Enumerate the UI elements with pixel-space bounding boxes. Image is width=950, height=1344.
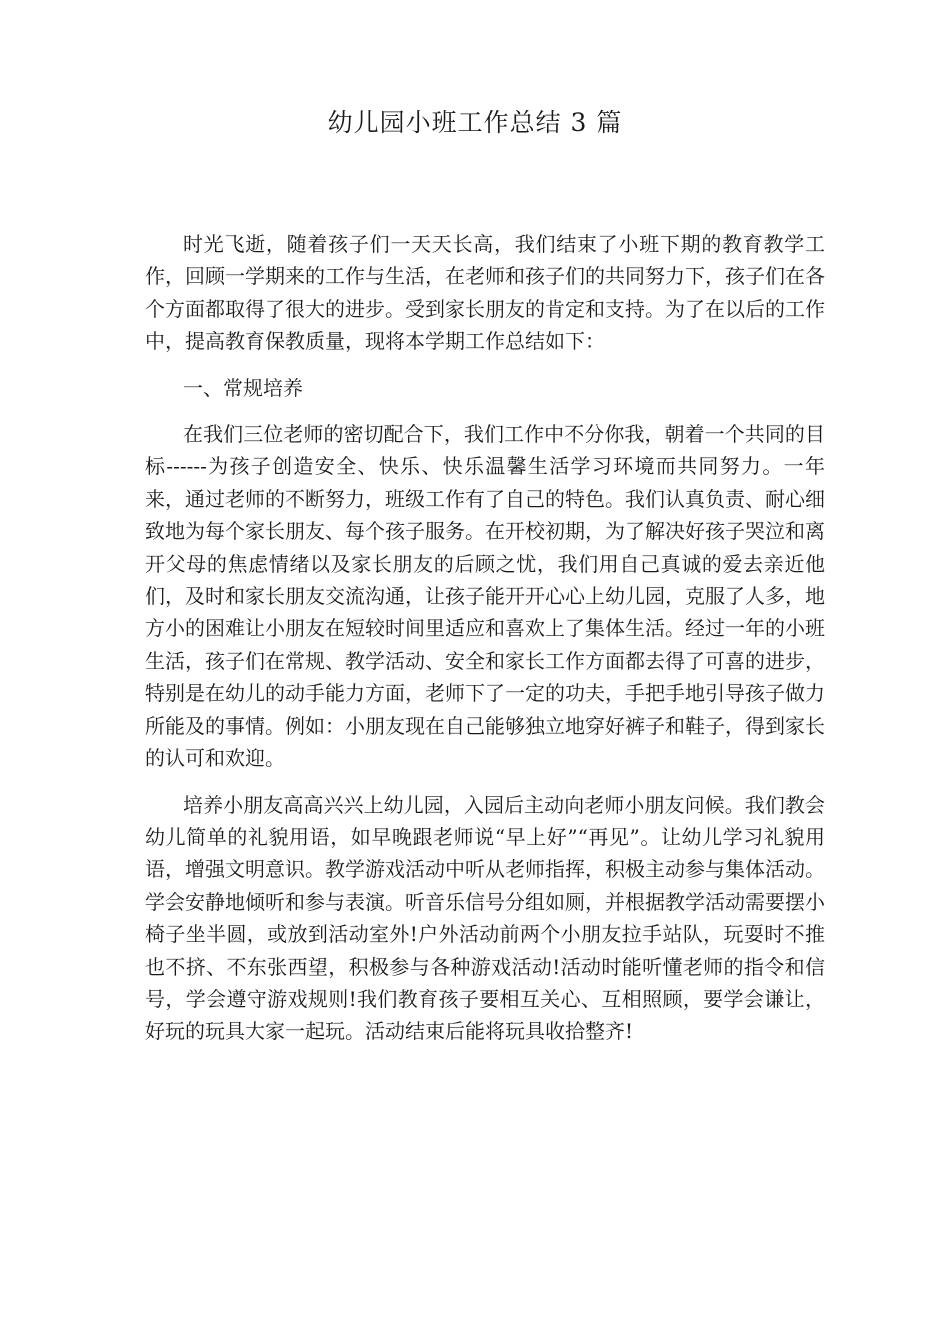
body-paragraph: 培养小朋友高高兴兴上幼儿园，入园后主动向老师小朋友问候。我们教会幼儿简单的礼貌用语，如早晚跟老师说“早上好”“再见”。让幼儿学习礼貌用语，增强文明意识。教学游戏活动中听从老师指挥，积极主动参与集体活动。学会安静地倾听和参与表演。听音乐信号分组如厕，并根据教学活动需要摆小椅子坐半圆，或放到活动室外!户外活动前两个小朋友拉手站队，玩耍时不推也不挤、不东张西望，积极参与各种游戏活动!活动时能听懂老师的指令和信号，学会遵守游戏规则!我们教育孩子要相互关心、互相照顾，要学会谦让，好玩的玩具大家一起玩。活动结束后能将玩具收拾整齐! [145,792,825,1044]
document-body [145,228,825,1062]
document-title: 幼儿园小班工作总结 3 篇 [327,108,623,137]
section-heading: 一、常规培养 [183,375,303,400]
intro-paragraph: 时光飞逝，随着孩子们一天天长高，我们结束了小班下期的教育教学工作，回顾一学期来的工作与生活，在老师和孩子们的共同努力下，孩子们在各个方面都取得了很大的进步。受到家长朋友的肯定和支持。为了在以后的工作中，提高教育保教质量，现将本学期工作总结如下： [145,232,825,354]
body-paragraph: 在我们三位老师的密切配合下，我们工作中不分你我，朝着一个共同的目标------为孩子创造安全、快乐、快乐温馨生活学习环境而共同努力。一年来，通过老师的不断努力，班级工作有了自己的特色。我们认真负责、耐心细致地为每个家长朋友、每个孩子服务。在开校初期，为了解决好孩子哭泣和离开父母的焦虑情绪以及家长朋友的后顾之忧，我们用自己真诚的爱去亲近他们，及时和家长朋友交流沟通，让孩子能开开心心上幼儿园，克服了人多，地方小的困难让小朋友在短较时间里适应和喜欢上了集体生活。经过一年的小班生活，孩子们在常规、教学活动、安全和家长工作方面都去得了可喜的进步，特别是在幼儿的动手能力方面，老师下了一定的功夫，手把手地引导孩子做力所能及的事情。例如：小朋友现在自己能够独立地穿好裤子和鞋子，得到家长的认可和欢迎。 [145,422,825,771]
